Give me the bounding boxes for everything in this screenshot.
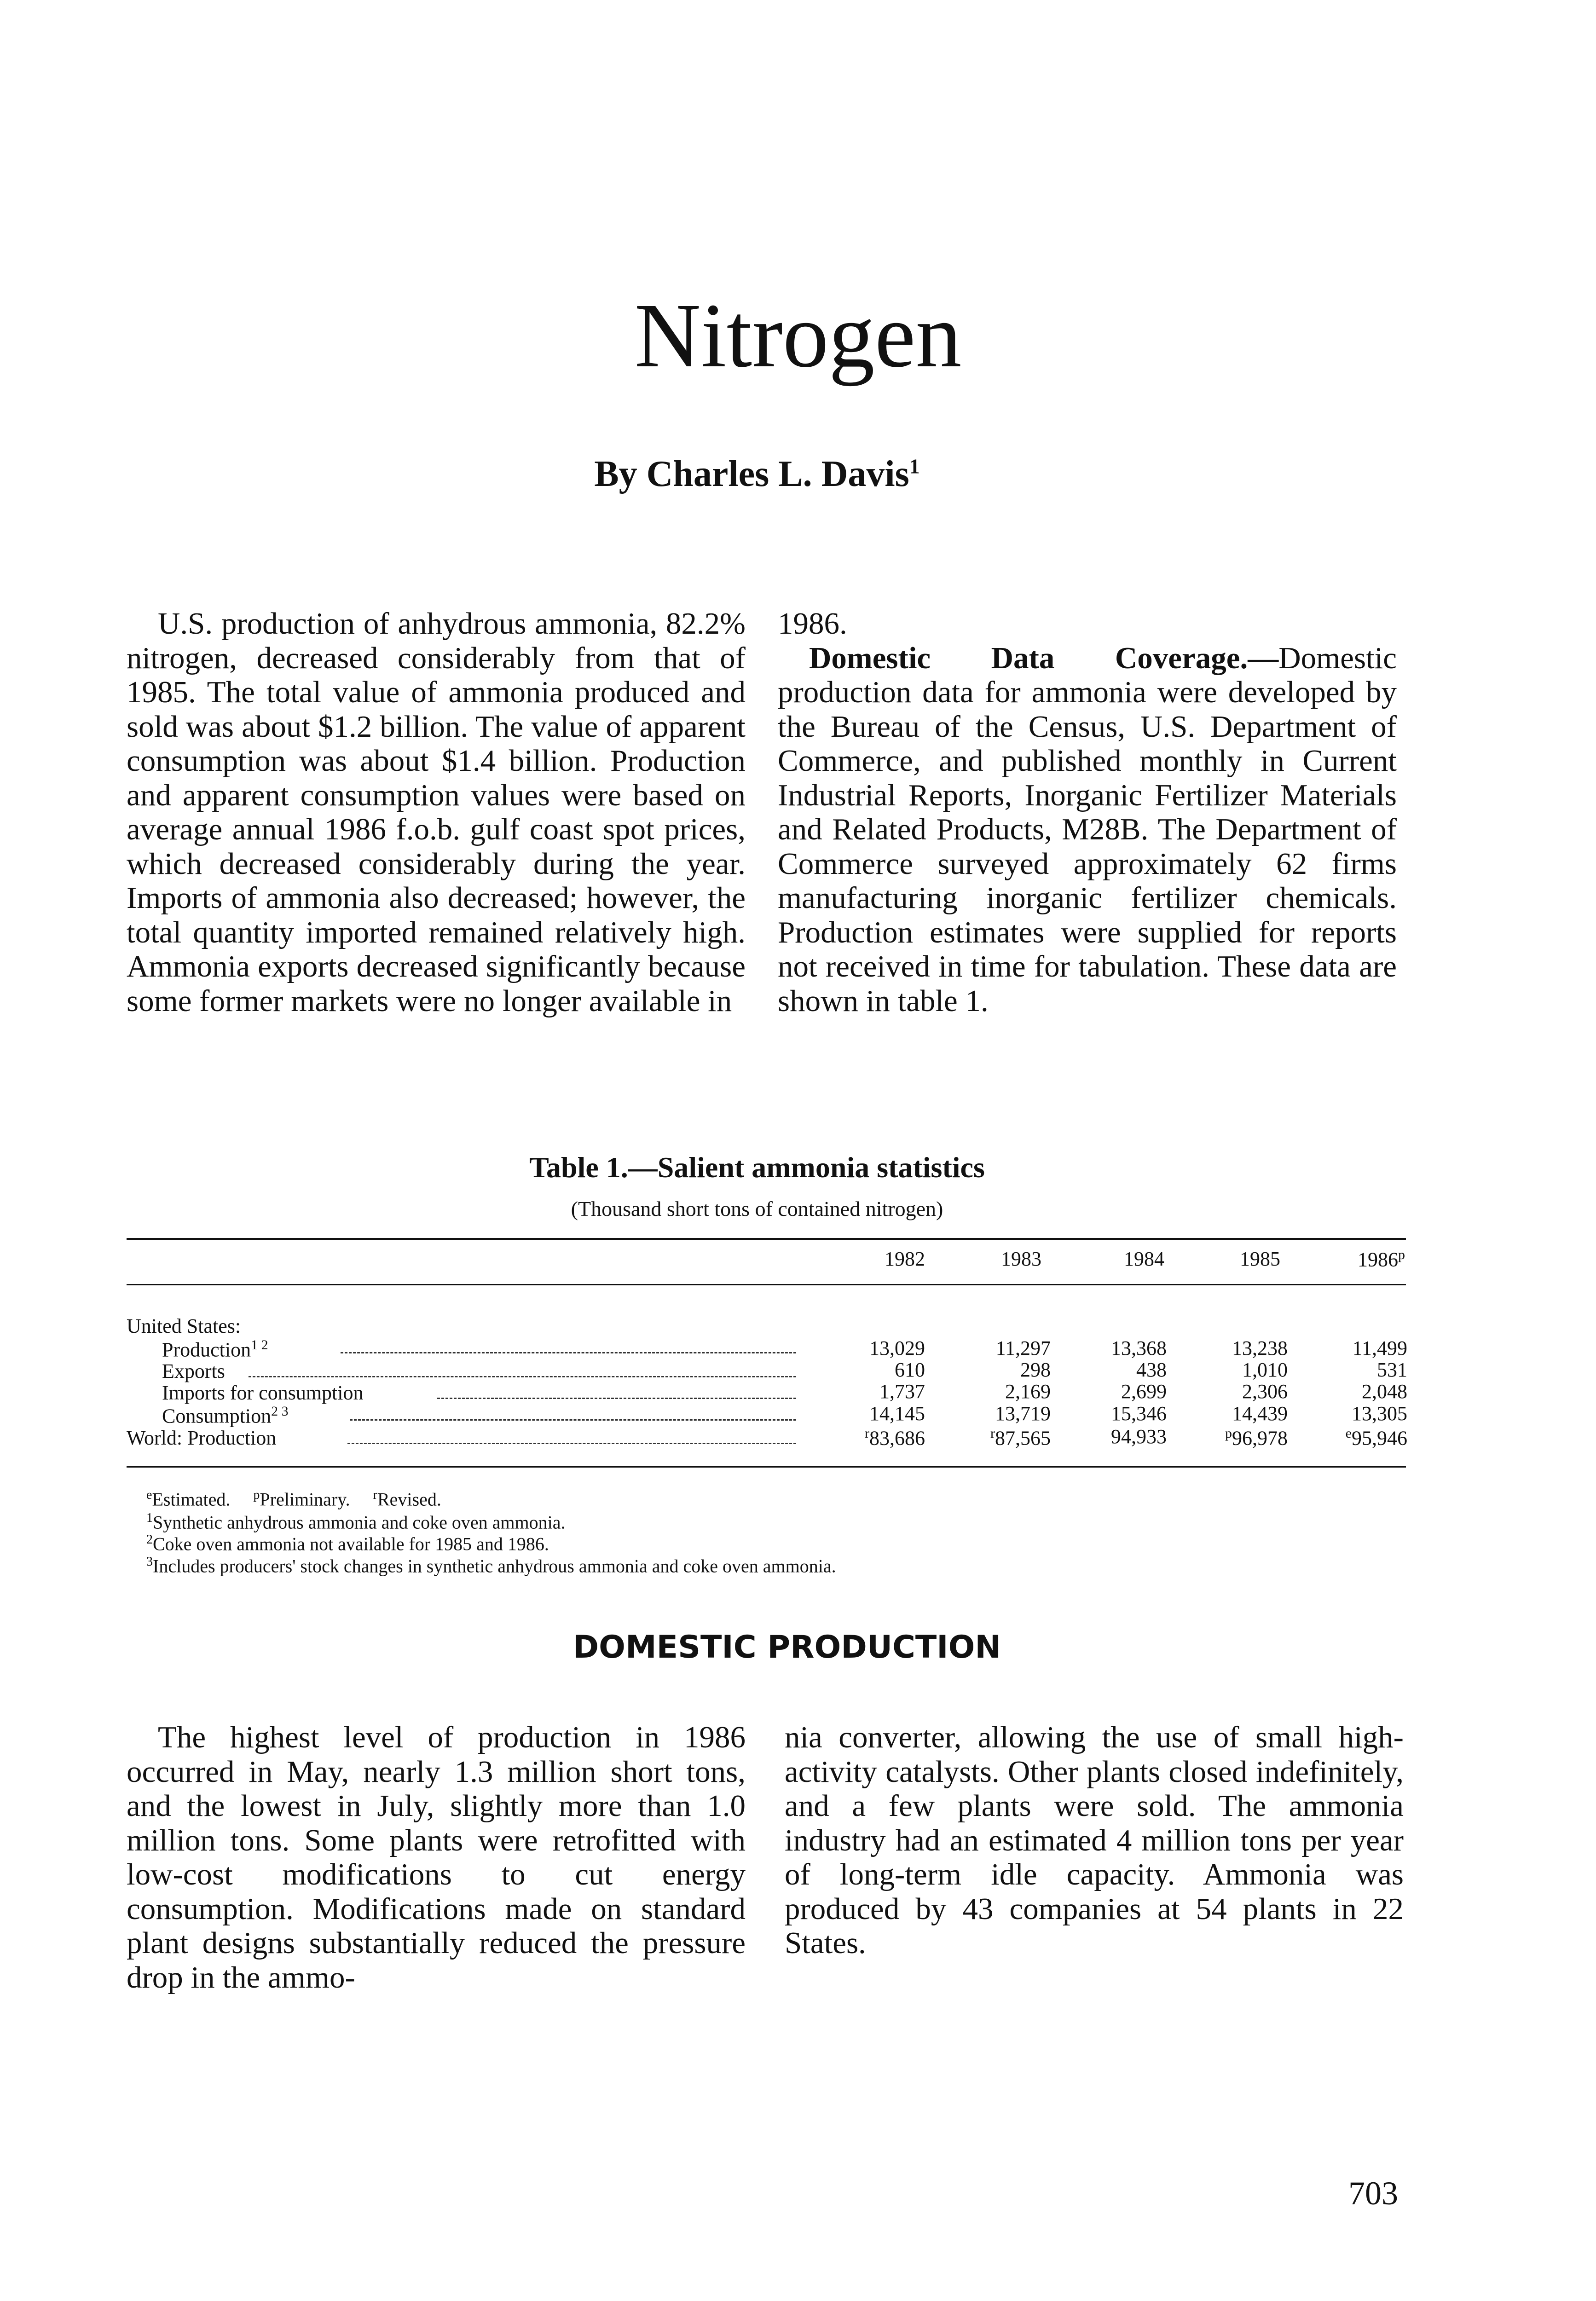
year-header-1985: 1985 [1240, 1248, 1280, 1270]
section-heading: DOMESTIC PRODUCTION [572, 1629, 1001, 1665]
production-right-column [785, 1720, 1404, 1960]
production-paragraph-continued: nia converter, allowing the use of small high-activity catalysts. Other plants closed indefinitely, and a few plants were sold. The ammonia industry had an estimated 4 million tons per year of long-term idle capacity. Ammonia was produced by 43 companies at 54 plants in 22 States. [785, 1720, 1404, 1960]
table-cell [1306, 1427, 1407, 1449]
preliminary-mark: p [1398, 1247, 1405, 1262]
table-bottom-rule [127, 1466, 1406, 1468]
group-label-united-states: United States: [127, 1315, 241, 1337]
intro-paragraph: U.S. production of anhydrous ammonia, 82.2% nitrogen, decreased considerably from that of 1985. The total value of ammonia produced and sold was about $1.2 billion. The value of apparent consumption was about $1.4 billion. Production and apparent consumption values were based on average annual 1986 f.o.b. gulf coast spot prices, which decreased considerably during the year. Imports of ammonia also decreased; however, the total quantity imported remained relatively high. Ammonia exports decreased significantly because some former markets were no longer available in [127, 607, 746, 1018]
leader-dots [249, 1376, 796, 1377]
table-cell: 2,169 [1005, 1380, 1051, 1403]
table-cell: 11,297 [995, 1337, 1051, 1359]
table-caption: Table 1.—Salient ammonia statistics [529, 1151, 985, 1184]
table-cell: 13,305 [1352, 1402, 1407, 1425]
footnote-2-text: Coke oven ammonia not available for 1985 and 1986. [153, 1533, 549, 1555]
year-header-1983: 1983 [1001, 1248, 1041, 1270]
table-cell: 2,048 [1362, 1380, 1407, 1403]
row-label-production [162, 1338, 268, 1360]
table-cell-value: 96,978 [1232, 1427, 1288, 1450]
row-label-consumption-sup: 2 3 [271, 1404, 289, 1419]
table-cell: 11,499 [1352, 1337, 1407, 1359]
table-cell-value: 87,565 [995, 1427, 1051, 1450]
footnote-2 [146, 1533, 549, 1553]
row-label-production-sup: 1 2 [251, 1337, 268, 1353]
footnote-2-mark: 2 [146, 1532, 153, 1547]
table-cell [824, 1427, 925, 1449]
footnote-3 [146, 1555, 836, 1575]
table-cell: 13,029 [869, 1337, 925, 1359]
table-cell: 531 [1377, 1359, 1407, 1381]
footnote-3-mark: 3 [146, 1555, 153, 1569]
table-cell: 2,306 [1242, 1380, 1288, 1403]
footnote-1-mark: 1 [146, 1511, 153, 1525]
table-cell-value: 83,686 [869, 1427, 925, 1450]
table-cell: 14,145 [869, 1402, 925, 1425]
legend-preliminary: Preliminary. [260, 1489, 350, 1510]
data-coverage-text: Domestic production data for ammonia were developed by the Bureau of the Census, U.S. Department of Commerce, and published monthly in Current Industrial Reports, Inorganic Fertilizer Materials and Related Products, M28B. The Department of Commerce surveyed approximately 62 firms manufacturing inorganic fertilizer chemicals. Production estimates were supplied for reports not received in time for tabulation. These data are shown in table 1. [778, 641, 1397, 1018]
author-footnote-mark: 1 [909, 454, 920, 478]
table-cell: 13,368 [1111, 1337, 1167, 1359]
table-top-rule [127, 1238, 1406, 1240]
table-cell: 438 [1136, 1359, 1167, 1381]
leader-dots [341, 1352, 796, 1353]
table-cell: 298 [1020, 1359, 1051, 1381]
estimated-mark: e [146, 1488, 152, 1502]
table-cell-value: 95,946 [1352, 1427, 1407, 1450]
data-coverage-paragraph [778, 641, 1397, 1018]
row-label-consumption-text: Consumption [162, 1405, 272, 1428]
revised-mark: r [373, 1488, 377, 1502]
year-header-1982: 1982 [885, 1248, 925, 1270]
footnote-1 [146, 1512, 565, 1532]
leader-dots [350, 1419, 796, 1421]
data-coverage-heading: Domestic Data Coverage.— [809, 641, 1279, 675]
revised-mark: r [990, 1426, 995, 1441]
production-left-column [127, 1720, 746, 1995]
footnote-1-text: Synthetic anhydrous ammonia and coke oven ammonia. [153, 1512, 566, 1533]
revised-mark: r [865, 1426, 869, 1441]
year-header-1986 [1313, 1247, 1405, 1272]
preliminary-mark: p [1225, 1426, 1232, 1441]
estimated-mark: e [1345, 1426, 1352, 1441]
footnote-legend [146, 1489, 441, 1509]
legend-revised: Revised. [377, 1489, 441, 1510]
table-cell [1186, 1427, 1288, 1449]
row-label-production-text: Production [162, 1338, 251, 1361]
intro-left-column [127, 607, 746, 1018]
table-header-rule [127, 1284, 1406, 1285]
production-paragraph: The highest level of production in 1986 occurred in May, nearly 1.3 million short tons, and the lowest in July, slightly more than 1.0 million tons. Some plants were retrofitted with low-cost modifications to cut energy consumption. Modifications made on standard plant designs substantially reduced the pressure drop in the ammo- [127, 1720, 746, 1995]
table-cell: 15,346 [1111, 1402, 1167, 1425]
legend-estimated: Estimated. [152, 1489, 231, 1510]
article-title: Nitrogen [634, 285, 962, 387]
row-label-exports: Exports [162, 1360, 225, 1382]
table-cell-value: 94,933 [1111, 1425, 1167, 1448]
leader-dots [437, 1398, 796, 1399]
intro-right-column [778, 607, 1397, 1018]
year-header-1986-text: 1986 [1358, 1248, 1398, 1271]
table-cell: 1,737 [879, 1380, 925, 1403]
table-cell: 2,699 [1121, 1380, 1167, 1403]
page-number: 703 [1348, 2175, 1398, 2212]
leader-dots [347, 1443, 796, 1444]
table-cell: 13,238 [1232, 1337, 1288, 1359]
year-header-1984: 1984 [1124, 1248, 1164, 1270]
intro-continuation: 1986. [778, 607, 847, 641]
table-cell [1065, 1427, 1167, 1447]
table-cell: 13,719 [995, 1402, 1051, 1425]
table-cell: 610 [895, 1359, 925, 1381]
table-cell [949, 1427, 1051, 1449]
footnote-3-text: Includes producers' stock changes in synthetic anhydrous ammonia and coke oven ammonia. [153, 1555, 836, 1577]
table-cell: 14,439 [1232, 1402, 1288, 1425]
row-label-imports: Imports for consumption [162, 1382, 364, 1404]
table-cell: 1,010 [1242, 1359, 1288, 1381]
row-label-consumption [162, 1405, 289, 1427]
preliminary-mark: p [253, 1488, 260, 1502]
byline [0, 453, 1514, 495]
row-label-world-production: World: Production [127, 1427, 277, 1449]
table-subcaption: (Thousand short tons of contained nitrogen) [571, 1197, 943, 1220]
author-name: By Charles L. Davis [594, 454, 909, 494]
